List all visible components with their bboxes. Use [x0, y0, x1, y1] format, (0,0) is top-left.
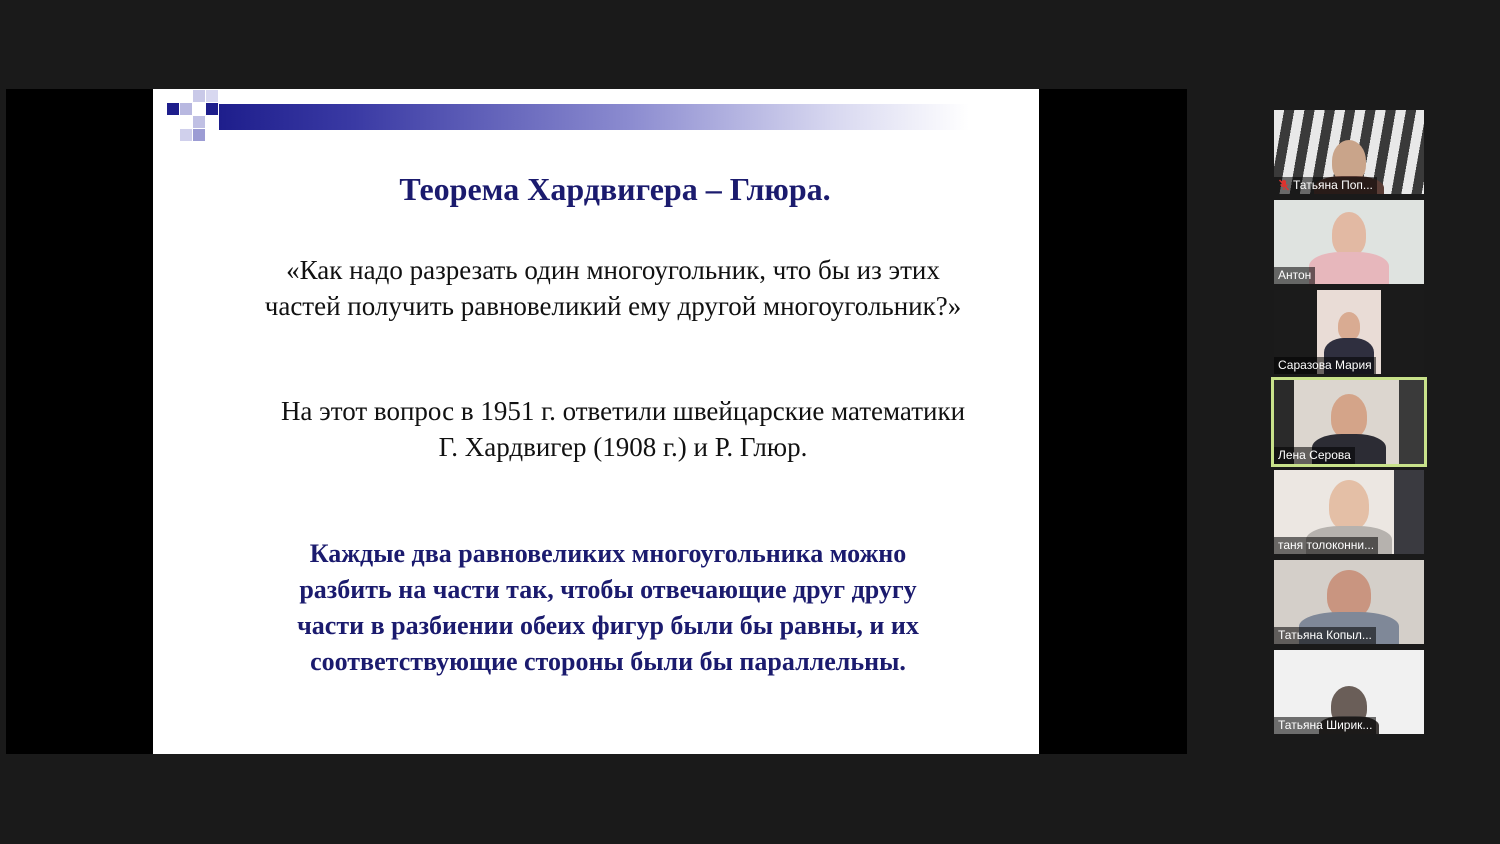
question-text — [183, 252, 1039, 324]
slide-decoration-square — [193, 116, 205, 128]
participant-name-label — [1274, 627, 1376, 644]
participant-face — [1329, 480, 1369, 530]
participant-tile[interactable] — [1274, 290, 1424, 374]
theorem-text — [193, 536, 1023, 680]
slide-decoration-square — [180, 129, 192, 141]
answer-line: Г. Хардвигер (1908 г.) и Р. Глюр. — [438, 432, 808, 462]
answer-line: На этот вопрос в 1951 г. ответили швейцарские математики — [280, 396, 966, 426]
participant-tile[interactable] — [1274, 110, 1424, 194]
slide-decoration-square — [180, 103, 192, 115]
slide-decoration-square — [167, 103, 179, 115]
participant-name: Лена Серова — [1278, 448, 1351, 462]
answer-text — [183, 393, 1039, 465]
participant-tile-active-speaker[interactable] — [1274, 380, 1424, 464]
participant-name: Антон — [1278, 268, 1312, 282]
participant-name-label — [1274, 267, 1315, 284]
presentation-slide — [153, 89, 1039, 754]
theorem-line: разбить на части так, чтобы отвечающие друг другу — [299, 575, 917, 604]
slide-decoration-square — [206, 103, 218, 115]
slide-title: Теорема Хардвигера – Глюра. — [399, 171, 831, 207]
mic-muted-icon — [1278, 179, 1290, 191]
question-line: частей получить равновеликий ему другой многоугольник?» — [264, 291, 962, 321]
participant-face — [1327, 570, 1371, 618]
participant-tile[interactable] — [1274, 200, 1424, 284]
participant-tile[interactable] — [1274, 470, 1424, 554]
slide-decoration-square — [193, 90, 205, 102]
participant-tile[interactable] — [1274, 560, 1424, 644]
participant-name-label — [1274, 357, 1376, 374]
participant-name: Татьяна Поп... — [1293, 178, 1373, 192]
theorem-line: соответствующие стороны были бы параллельны. — [310, 647, 906, 676]
participant-name-label — [1274, 177, 1377, 194]
participant-name-label — [1274, 447, 1355, 464]
participant-name: таня толоконни... — [1278, 538, 1375, 552]
question-line: «Как надо разрезать один многоугольник, что бы из этих — [286, 255, 940, 285]
participant-body — [1309, 252, 1389, 284]
participant-name-label — [1274, 717, 1376, 734]
slide-decoration-square — [206, 90, 218, 102]
participant-name: Саразова Мария — [1278, 358, 1372, 372]
participant-face — [1331, 394, 1367, 438]
participant-name: Татьяна Копыл... — [1278, 628, 1372, 642]
theorem-line: Каждые два равновеликих многоугольника можно — [309, 539, 907, 568]
theorem-line: части в разбиении обеих фигур были бы равны, и их — [297, 611, 919, 640]
screen-share-area — [6, 89, 1187, 754]
participant-face — [1338, 312, 1360, 340]
participant-face — [1332, 212, 1366, 256]
slide-decoration-bar — [219, 104, 969, 130]
participant-name: Татьяна Ширик... — [1278, 718, 1373, 732]
participant-tile[interactable] — [1274, 650, 1424, 734]
participant-name-label — [1274, 537, 1378, 554]
slide-decoration-square — [193, 129, 205, 141]
